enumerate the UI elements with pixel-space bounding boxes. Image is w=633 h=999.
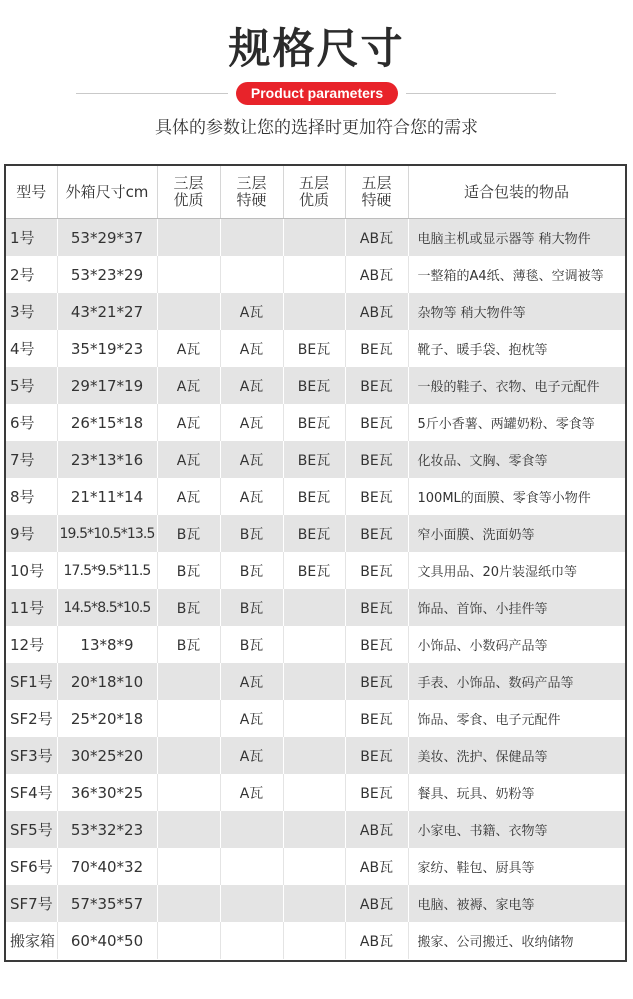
- column-header-5ply-hard: 五层 特硬: [345, 166, 408, 219]
- table-row: [6, 811, 625, 848]
- page-title: 规格尺寸: [228, 24, 405, 73]
- cell-size: 20*18*10: [57, 663, 157, 700]
- cell-suitable-items: 100ML的面膜、零食等小物件: [408, 478, 625, 515]
- column-header-suitable-items: 适合包装的物品: [408, 166, 625, 219]
- cell-3ply-hard: [220, 219, 283, 257]
- cell-5ply-hard: BE瓦: [345, 700, 408, 737]
- cell-5ply-hard: BE瓦: [345, 552, 408, 589]
- cell-size: 57*35*57: [57, 885, 157, 922]
- cell-model: SF2号: [6, 700, 57, 737]
- cell-5ply-standard: BE瓦: [283, 515, 345, 552]
- cell-5ply-standard: BE瓦: [283, 552, 345, 589]
- cell-5ply-standard: [283, 293, 345, 330]
- cell-3ply-standard: B瓦: [157, 626, 220, 663]
- cell-3ply-standard: [157, 663, 220, 700]
- cell-size: 21*11*14: [57, 478, 157, 515]
- cell-3ply-hard: B瓦: [220, 552, 283, 589]
- cell-size: 29*17*19: [57, 367, 157, 404]
- cell-size: 13*8*9: [57, 626, 157, 663]
- cell-5ply-standard: [283, 626, 345, 663]
- cell-3ply-standard: [157, 811, 220, 848]
- cell-5ply-standard: [283, 811, 345, 848]
- cell-5ply-standard: [283, 589, 345, 626]
- table-row: [6, 367, 625, 404]
- cell-3ply-standard: A瓦: [157, 330, 220, 367]
- cell-model: 搬家箱: [6, 922, 57, 959]
- cell-model: 2号: [6, 256, 57, 293]
- cell-model: 12号: [6, 626, 57, 663]
- cell-3ply-hard: B瓦: [220, 626, 283, 663]
- cell-suitable-items: 窄小面膜、洗面奶等: [408, 515, 625, 552]
- cell-model: 5号: [6, 367, 57, 404]
- cell-3ply-standard: [157, 219, 220, 257]
- cell-5ply-standard: [283, 774, 345, 811]
- cell-model: SF5号: [6, 811, 57, 848]
- cell-3ply-hard: [220, 811, 283, 848]
- cell-suitable-items: 电脑、被褥、家电等: [408, 885, 625, 922]
- cell-5ply-hard: BE瓦: [345, 367, 408, 404]
- cell-5ply-hard: AB瓦: [345, 811, 408, 848]
- cell-model: 7号: [6, 441, 57, 478]
- cell-5ply-standard: [283, 922, 345, 959]
- cell-3ply-standard: A瓦: [157, 478, 220, 515]
- cell-3ply-hard: A瓦: [220, 737, 283, 774]
- cell-suitable-items: 杂物等 稍大物件等: [408, 293, 625, 330]
- cell-3ply-standard: [157, 774, 220, 811]
- cell-suitable-items: 一般的鞋子、衣物、电子元配件: [408, 367, 625, 404]
- column-header-3ply-hard: 三层 特硬: [220, 166, 283, 219]
- cell-model: 8号: [6, 478, 57, 515]
- cell-suitable-items: 5斤小香薯、两罐奶粉、零食等: [408, 404, 625, 441]
- cell-model: SF1号: [6, 663, 57, 700]
- cell-suitable-items: 靴子、暖手袋、抱枕等: [408, 330, 625, 367]
- cell-suitable-items: 家纺、鞋包、厨具等: [408, 848, 625, 885]
- column-header-model: 型号: [6, 166, 57, 219]
- table-row: [6, 774, 625, 811]
- cell-suitable-items: 电脑主机或显示器等 稍大物件: [408, 219, 625, 257]
- cell-size: 60*40*50: [57, 922, 157, 959]
- cell-3ply-hard: A瓦: [220, 330, 283, 367]
- cell-5ply-hard: AB瓦: [345, 885, 408, 922]
- table-row: [6, 293, 625, 330]
- spec-table-frame: [4, 164, 627, 962]
- column-header-size: 外箱尺寸cm: [57, 166, 157, 219]
- cell-3ply-standard: [157, 922, 220, 959]
- cell-suitable-items: 化妆品、文胸、零食等: [408, 441, 625, 478]
- cell-suitable-items: 小家电、书籍、衣物等: [408, 811, 625, 848]
- cell-3ply-standard: [157, 293, 220, 330]
- cell-5ply-standard: BE瓦: [283, 404, 345, 441]
- cell-size: 43*21*27: [57, 293, 157, 330]
- cell-5ply-hard: AB瓦: [345, 848, 408, 885]
- table-row: [6, 478, 625, 515]
- cell-size: 25*20*18: [57, 700, 157, 737]
- cell-3ply-hard: [220, 256, 283, 293]
- table-row: [6, 737, 625, 774]
- cell-3ply-hard: [220, 885, 283, 922]
- cell-3ply-standard: B瓦: [157, 552, 220, 589]
- table-row: [6, 663, 625, 700]
- column-header-3ply-standard: 三层 优质: [157, 166, 220, 219]
- cell-model: 10号: [6, 552, 57, 589]
- cell-size: 35*19*23: [57, 330, 157, 367]
- cell-model: SF3号: [6, 737, 57, 774]
- cell-3ply-hard: A瓦: [220, 293, 283, 330]
- cell-3ply-hard: A瓦: [220, 700, 283, 737]
- table-row: [6, 848, 625, 885]
- cell-size: 14.5*8.5*10.5: [57, 589, 157, 626]
- cell-3ply-hard: A瓦: [220, 367, 283, 404]
- cell-model: SF7号: [6, 885, 57, 922]
- cell-5ply-standard: [283, 700, 345, 737]
- table-row: [6, 922, 625, 959]
- cell-size: 53*23*29: [57, 256, 157, 293]
- cell-3ply-hard: B瓦: [220, 589, 283, 626]
- table-row: [6, 515, 625, 552]
- divider-right: [406, 93, 556, 94]
- cell-5ply-hard: BE瓦: [345, 774, 408, 811]
- cell-size: 23*13*16: [57, 441, 157, 478]
- cell-size: 36*30*25: [57, 774, 157, 811]
- cell-model: 9号: [6, 515, 57, 552]
- cell-5ply-hard: BE瓦: [345, 515, 408, 552]
- cell-5ply-standard: BE瓦: [283, 478, 345, 515]
- cell-suitable-items: 饰品、首饰、小挂件等: [408, 589, 625, 626]
- cell-suitable-items: 一整箱的A4纸、薄毯、空调被等: [408, 256, 625, 293]
- table-row: [6, 552, 625, 589]
- cell-5ply-hard: BE瓦: [345, 441, 408, 478]
- cell-3ply-hard: A瓦: [220, 478, 283, 515]
- cell-suitable-items: 饰品、零食、电子元配件: [408, 700, 625, 737]
- cell-model: 1号: [6, 219, 57, 257]
- cell-3ply-standard: [157, 256, 220, 293]
- cell-5ply-standard: [283, 848, 345, 885]
- cell-3ply-hard: [220, 848, 283, 885]
- cell-model: 4号: [6, 330, 57, 367]
- cell-5ply-standard: BE瓦: [283, 330, 345, 367]
- column-header-5ply-standard: 五层 优质: [283, 166, 345, 219]
- table-row: [6, 219, 625, 257]
- cell-5ply-hard: AB瓦: [345, 256, 408, 293]
- table-body: [6, 219, 625, 960]
- cell-3ply-hard: A瓦: [220, 774, 283, 811]
- table-row: [6, 626, 625, 663]
- cell-5ply-hard: BE瓦: [345, 330, 408, 367]
- cell-size: 26*15*18: [57, 404, 157, 441]
- cell-suitable-items: 小饰品、小数码产品等: [408, 626, 625, 663]
- cell-5ply-hard: BE瓦: [345, 663, 408, 700]
- table-row: [6, 256, 625, 293]
- cell-3ply-hard: A瓦: [220, 663, 283, 700]
- cell-suitable-items: 搬家、公司搬迁、收纳储物: [408, 922, 625, 959]
- cell-model: SF6号: [6, 848, 57, 885]
- table-row: [6, 589, 625, 626]
- cell-size: 53*32*23: [57, 811, 157, 848]
- cell-model: 6号: [6, 404, 57, 441]
- table-row: [6, 700, 625, 737]
- cell-size: 17.5*9.5*11.5: [57, 552, 157, 589]
- cell-size: 70*40*32: [57, 848, 157, 885]
- cell-5ply-standard: [283, 256, 345, 293]
- cell-3ply-standard: [157, 700, 220, 737]
- table-header-row: [6, 166, 625, 219]
- cell-3ply-hard: A瓦: [220, 404, 283, 441]
- cell-3ply-hard: [220, 922, 283, 959]
- cell-5ply-hard: AB瓦: [345, 922, 408, 959]
- cell-model: 11号: [6, 589, 57, 626]
- cell-suitable-items: 文具用品、20片装湿纸巾等: [408, 552, 625, 589]
- cell-5ply-standard: BE瓦: [283, 441, 345, 478]
- cell-3ply-standard: [157, 737, 220, 774]
- divider-left: [76, 93, 228, 94]
- cell-3ply-standard: A瓦: [157, 441, 220, 478]
- cell-5ply-hard: BE瓦: [345, 589, 408, 626]
- cell-5ply-hard: BE瓦: [345, 404, 408, 441]
- cell-size: 53*29*37: [57, 219, 157, 257]
- table-row: [6, 885, 625, 922]
- cell-5ply-hard: BE瓦: [345, 626, 408, 663]
- cell-suitable-items: 餐具、玩具、奶粉等: [408, 774, 625, 811]
- table-row: [6, 441, 625, 478]
- cell-5ply-hard: AB瓦: [345, 219, 408, 257]
- cell-3ply-standard: A瓦: [157, 404, 220, 441]
- cell-5ply-hard: BE瓦: [345, 737, 408, 774]
- cell-size: 19.5*10.5*13.5: [57, 515, 157, 552]
- cell-3ply-hard: B瓦: [220, 515, 283, 552]
- spec-table: [6, 166, 626, 959]
- cell-5ply-hard: AB瓦: [345, 293, 408, 330]
- cell-5ply-standard: [283, 885, 345, 922]
- cell-5ply-hard: BE瓦: [345, 478, 408, 515]
- cell-5ply-standard: [283, 663, 345, 700]
- cell-3ply-standard: [157, 885, 220, 922]
- cell-size: 30*25*20: [57, 737, 157, 774]
- cell-3ply-hard: A瓦: [220, 441, 283, 478]
- cell-3ply-standard: [157, 848, 220, 885]
- cell-suitable-items: 手表、小饰品、数码产品等: [408, 663, 625, 700]
- cell-model: 3号: [6, 293, 57, 330]
- cell-5ply-standard: BE瓦: [283, 367, 345, 404]
- cell-5ply-standard: [283, 737, 345, 774]
- cell-3ply-standard: A瓦: [157, 367, 220, 404]
- cell-model: SF4号: [6, 774, 57, 811]
- product-parameters-badge: Product parameters: [236, 82, 398, 105]
- cell-3ply-standard: B瓦: [157, 515, 220, 552]
- cell-suitable-items: 美妆、洗护、保健品等: [408, 737, 625, 774]
- table-row: [6, 404, 625, 441]
- cell-3ply-standard: B瓦: [157, 589, 220, 626]
- table-row: [6, 330, 625, 367]
- page-subtitle: 具体的参数让您的选择时更加符合您的需求: [155, 118, 478, 138]
- cell-5ply-standard: [283, 219, 345, 257]
